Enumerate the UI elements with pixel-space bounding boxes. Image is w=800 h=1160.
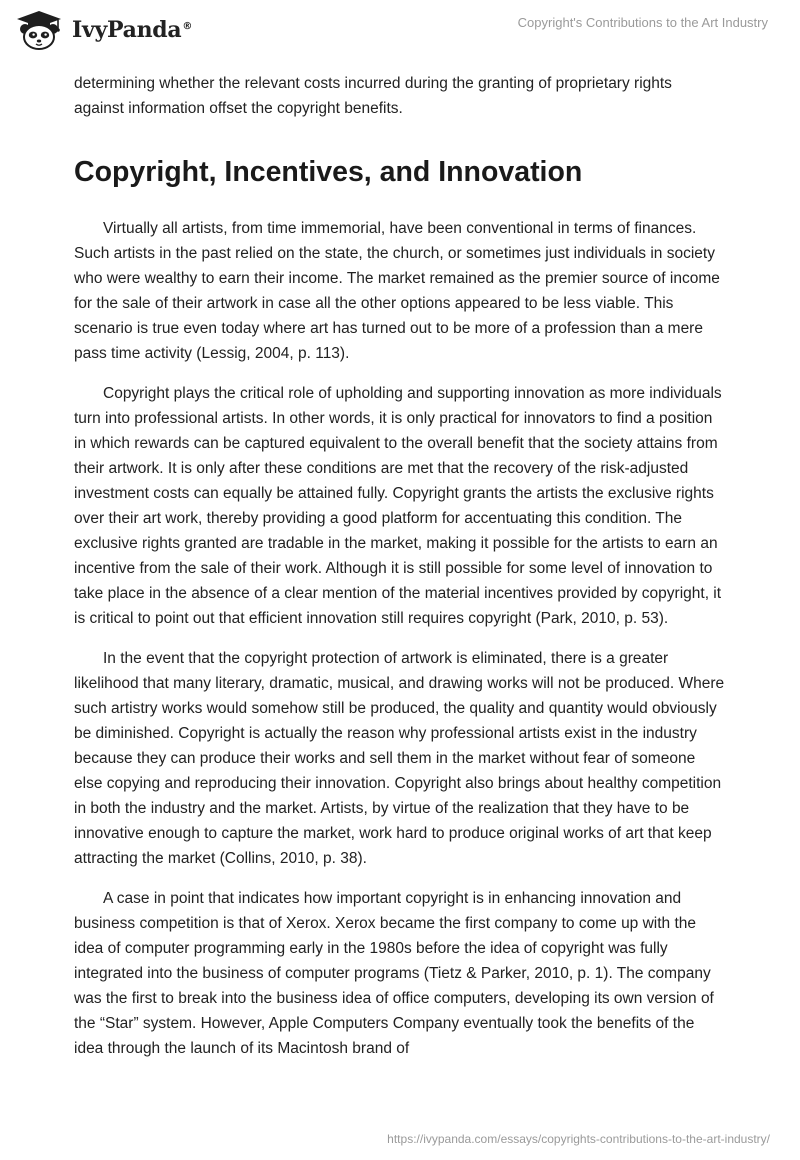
paragraph: Virtually all artists, from time immemorial, have been conventional in terms of finances. Such artists in the past relied on the state, the church, or sometimes just individuals in society who were wealthy to earn their income. The market remained as the premier source of income for the sale of their artwork in case all the other options appeared to be less viable. This scenario is true even today where art has turned out to be more of a profession than a mere pass time activity (Lessig, 2004, p. 113).	[74, 220, 720, 362]
page-header	[0, 0, 800, 62]
document-title: Copyright's Contributions to the Art Industry	[517, 15, 768, 30]
source-url[interactable]: https://ivypanda.com/essays/copyrights-contributions-to-the-art-industry/	[387, 1132, 770, 1146]
ivypanda-logo[interactable]	[14, 10, 192, 50]
intro-paragraph: determining whether the relevant costs incurred during the granting of proprietary rights against information offset the copyright benefits.	[74, 75, 672, 117]
paragraph: In the event that the copyright protection of artwork is eliminated, there is a greater likelihood that many literary, dramatic, musical, and drawing works will not be produced. Where such artistry works would somehow still be produced, the quality and quantity would obviously be diminished. Copyright is actually the reason why professional artists exist in the industry because they can produce their works and sell them in the market without fear of someone else copying and reproducing their innovation. Copyright also brings about healthy competition in both the industry and the market. Artists, by virtue of the realization that they have to be innovative enough to capture the market, work hard to produce original works of art that keep attracting the market (Collins, 2010, p. 38).	[74, 650, 725, 867]
paragraph: Copyright plays the critical role of upholding and supporting innovation as more individuals turn into professional artists. In other words, it is only practical for innovators to find a position in which rewards can be captured equivalent to the overall benefit that the society attains from their artwork. It is only after these conditions are met that the recovery of the risk-adjusted investment costs can equally be attained fully. Copyright grants the artists the exclusive rights over their art work, thereby providing a good platform for accentuating this condition. The exclusive rights granted are tradable in the market, making it possible for the artists to earn an incentive from the sale of their work. Although it is still possible for some level of innovation to take place in the absence of a clear mention of the material incentives provided by copyright, it is critical to point out that efficient innovation still requires copyright (Park, 2010, p. 53).	[74, 385, 722, 627]
section-heading: Copyright, Incentives, and Innovation	[74, 156, 583, 188]
paragraph: A case in point that indicates how important copyright is in enhancing innovation and business competition is that of Xerox. Xerox became the first company to come up with the idea of computer programming early in the 1980s before the idea of copyright was fully integrated into the business of computer programs (Tietz & Parker, 2010, p. 1). The company was the first to break into the business idea of office computers, developing its own version of the “Star” system. However, Apple Computers Company eventually took the benefits of the idea through the launch of its Macintosh brand of	[74, 890, 714, 1057]
brand-name: IvyPanda®	[72, 17, 193, 43]
article-body	[74, 71, 726, 1061]
panda-graduate-icon	[14, 10, 64, 50]
